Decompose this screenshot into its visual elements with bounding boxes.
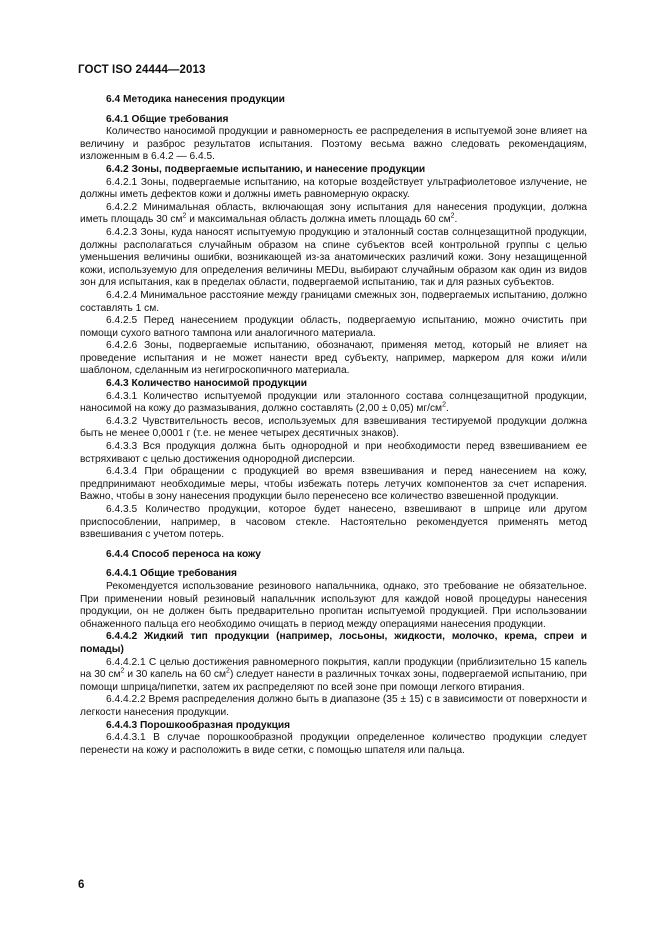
subsection-heading: 6.4.1 Общие требования <box>106 113 229 125</box>
subsection-heading: 6.4.4.2 Жидкий тип продукции (например, лосьоны, жидкости, молочко, крема, спреи и помады) <box>80 631 587 655</box>
paragraph: 6.4.4.2.2 Время распределения должно быть в диапазоне (35 ± 15) с в зависимости от поверхности и легкости нанесения продукции. <box>80 694 587 718</box>
paragraph: 6.4.2.5 Перед нанесением продукции область, подвергаемую испытанию, можно очистить при помощи сухого ватного тампона или аналогичного материала. <box>80 315 587 339</box>
paragraph: 6.4.3.4 При обращении с продукцией во время взвешивания и перед нанесением на кожу, предпринимают необходимые меры, чтобы избежать потерь летучих компонентов за счет испарения. Важно, чтобы в зону нанесения продукции было перенесено все количество взвешенной продукции. <box>80 466 587 503</box>
section-heading: 6.4 Методика нанесения продукции <box>106 94 285 105</box>
document-body <box>80 94 587 757</box>
subsection-heading: 6.4.2 Зоны, подвергаемые испытанию, и нанесение продукции <box>106 163 426 175</box>
paragraph: 6.4.2.1 Зоны, подвергаемые испытанию, на которые воздействует ультрафиолетовое излучение, не должны иметь дефектов кожи и должны иметь равномерную окраску. <box>80 176 587 201</box>
paragraph: 6.4.2.4 Минимальное расстояние между границами смежных зон, подвергаемых испытанию, должно составлять 1 см. <box>80 289 587 314</box>
paragraph: 6.4.3.2 Чувствительность весов, используемых для взвешивания тестируемой продукции должна быть не менее 0,0001 г (т.е. не менее четырех десятичных знаков). <box>80 415 587 440</box>
paragraph: Рекомендуется использование резинового напальчника, однако, это требование не обязательное. При применении новый резиновый напальчник используют для каждой новой процедуры нанесения продукции, он не должен быть предварительно пропитан испытуемой продукцией. При использовании обнаженного пальца его необходимо очищать в период между операциями нанесения продукции. <box>80 580 587 630</box>
document-header: ГОСТ ISO 24444—2013 <box>78 64 206 76</box>
paragraph: 6.4.3.3 Вся продукция должна быть однородной и при необходимости перед взвешиванием ее встряхивают с целью достижения однородной дисперсии. <box>80 441 587 465</box>
paragraph: 6.4.4.3.1 В случае порошкообразной продукции определенное количество продукции следует перенести на кожу и расположить в виде сетки, с помощью шпателя или пальца. <box>80 732 587 756</box>
paragraph: 6.4.2.3 Зоны, куда наносят испытуемую продукцию и эталонный состав солнцезащитной продукции, должны располагаться случайным образом на спине субъектов всей контрольной группы с целью уменьшения величины ошибки, возникающей из-за анатомических различий кожи. Зону незащищенной кожи, используемую для определения величины MEDu, выбирают случайным образом как один из видов зон для испытания, как в пределах области, подвергаемой испытанию, так и для разных субъектов. <box>80 226 587 289</box>
paragraph: 6.4.3.5 Количество продукции, которое будет нанесено, взвешивают в шприце или другом приспособлении, например, в часовом стекле. Настоятельно рекомендуется применять метод взвешивания с учетом потерь. <box>80 504 587 541</box>
subsection-heading: 6.4.4.1 Общие требования <box>106 568 237 580</box>
paragraph: 6.4.2.6 Зоны, подвергаемые испытанию, обозначают, применяя метод, который не влияет на проведение испытания и не может нанести вред субъекту, например, маркером для кожи и/или шаблоном, сделанным из негигроскопичного материала. <box>80 340 587 377</box>
paragraph: 6.4.3.1 Количество испытуемой продукции или эталонного состава солнцезащитной продукции, наносимой на кожу до размазывания, должно составлять (2,00 ± 0,05) $мг/см^2$. <box>80 390 587 415</box>
paragraph: 6.4.2.2 Минимальная область, включающая зону испытания для нанесения продукции, должна иметь площадь 30 $см^2$ и максимальная область должна иметь площадь 60 $см^2$. <box>80 201 587 226</box>
paragraph: 6.4.4.2.1 С целью достижения равномерного покрытия, капли продукции (приблизительно 15 капель на 30 $см^2$ и 30 капель на 60 $см^2$) следует нанести в различных точках зоны, подвергаемой испытанию, при помощи шприца/пипетки, затем их распределяют по всей зоне при помощи легкого втирания. <box>80 656 587 693</box>
subsection-heading: 6.4.4.3 Порошкообразная продукция <box>106 719 291 731</box>
paragraph: Количество наносимой продукции и равномерность ее распределения в испытуемой зоне влияет на величину и разброс результатов испытания. Поэтому весьма важно следовать рекомендациям, изложенным в 6.4.2 — 6.4.5. <box>80 126 587 163</box>
subsection-heading: 6.4.4 Способ переноса на кожу <box>106 548 261 560</box>
subsection-heading: 6.4.3 Количество наносимой продукции <box>106 378 308 390</box>
page-number: 6 <box>78 879 85 891</box>
